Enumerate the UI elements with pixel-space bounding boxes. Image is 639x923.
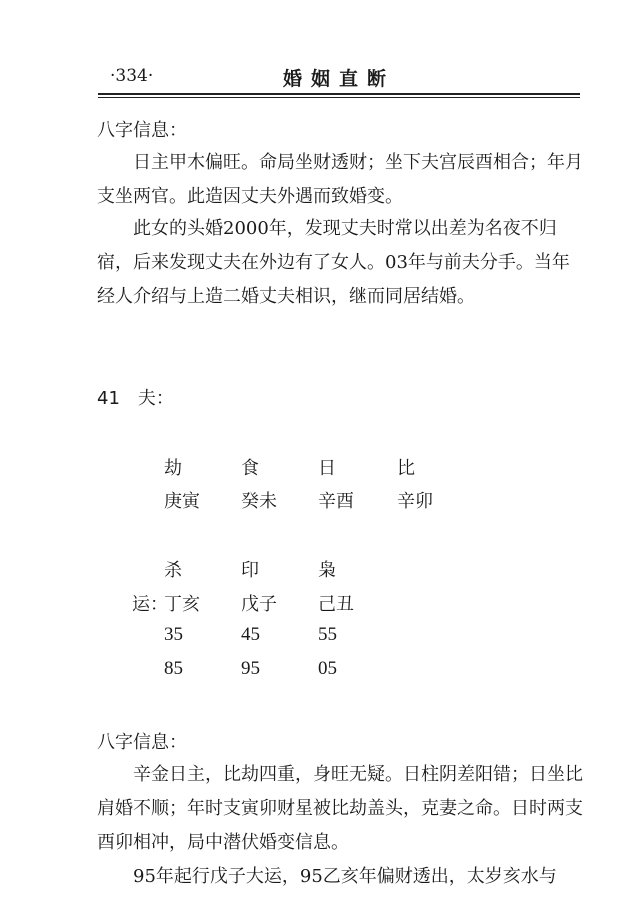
luck-god: 杀 [164,560,182,581]
luck-label: 运： [132,594,168,615]
luck-age: 95 [241,658,260,679]
paragraph: 此女的头婚2000年，发现丈夫时常以出差为名夜不归宿，后来发现丈夫在外边有了女人。03年与前夫分手。当年经人介绍与上造二婚丈夫相识，继而同居结婚。 [97,218,570,307]
pillar: 庚寅 [164,491,200,512]
luck-pillar: 戊子 [241,594,277,615]
section-heading: 八字信息： [97,120,187,141]
section-heading: 八字信息： [97,732,187,753]
luck-pillar: 己丑 [318,594,354,615]
page-number: ·334· [110,66,154,86]
stem-god: 劫 [164,458,182,479]
luck-age: 35 [164,624,183,645]
case-title: 41 夫： [97,388,174,409]
stem-god: 食 [241,458,259,479]
pillar: 辛酉 [318,491,354,512]
stem-god: 日 [318,458,336,479]
luck-god: 枭 [318,560,336,581]
paragraph: 辛金日主，比劫四重，身旺无疑。日柱阴差阳错；日坐比肩婚不顺；年时支寅卯财星被比劫盖头，克妻之命。日时两支酉卯相冲，局中潜伏婚变信息。 [97,764,583,853]
pillar: 癸未 [241,491,277,512]
stem-god: 比 [397,458,415,479]
luck-pillar: 丁亥 [164,594,200,615]
luck-god: 印 [241,560,259,581]
pillar: 辛卯 [397,491,433,512]
header-rule [98,93,580,95]
luck-age: 45 [241,624,260,645]
paragraph: 日主甲木偏旺。命局坐财透财；坐下夫宫辰酉相合；年月支坐两官。此造因丈夫外遇而致婚变。 [97,152,583,207]
luck-age: 05 [318,658,337,679]
page-header [98,60,580,94]
paragraph: 95年起行戊子大运，95乙亥年偏财透出，太岁亥水与 [133,866,557,887]
luck-age: 55 [318,624,337,645]
book-title: 婚姻直断 [282,68,395,90]
header-rule-thin [98,97,580,98]
luck-age: 85 [164,658,183,679]
